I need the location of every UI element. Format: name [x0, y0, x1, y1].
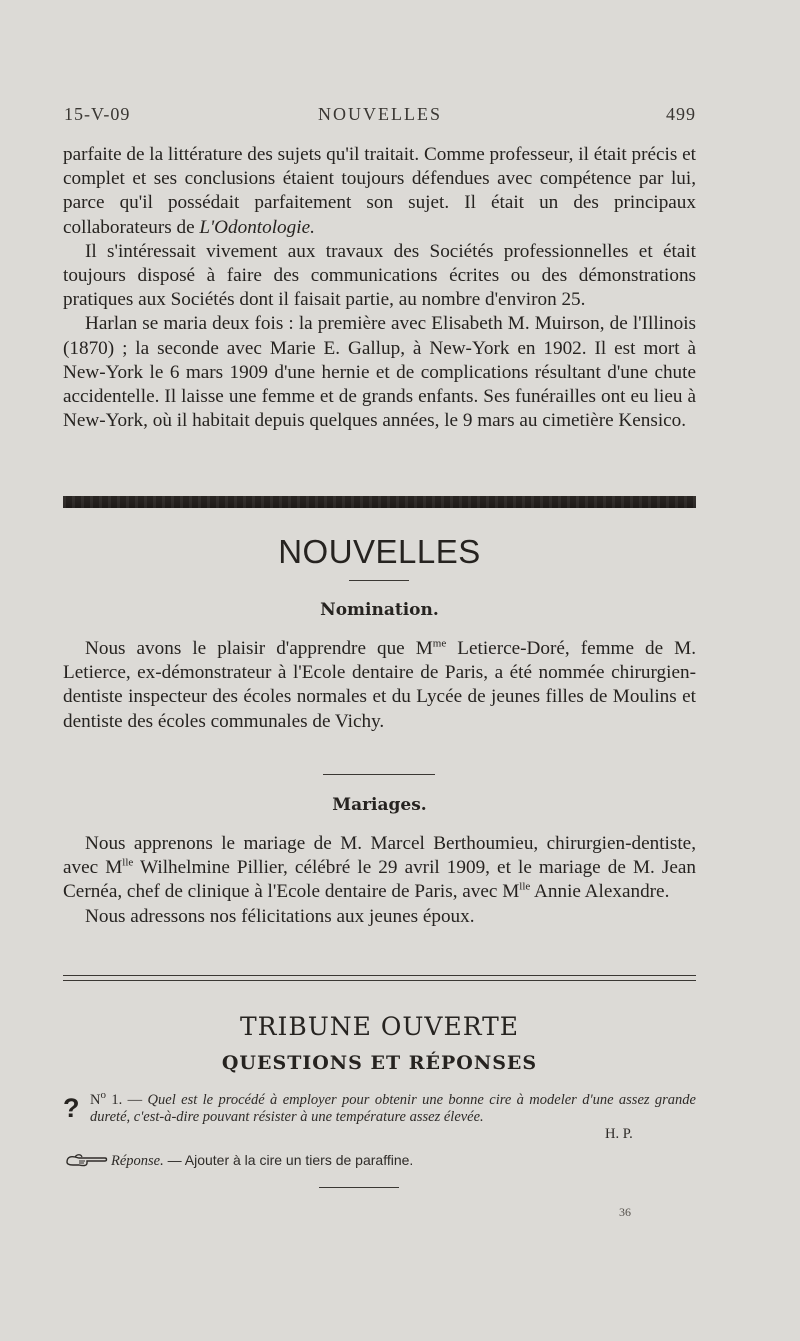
- question-mark-icon: ?: [63, 1093, 80, 1123]
- obituary-paragraph-3: Harlan se maria deux fois : la première avec Elisabeth M. Muirson, de l'Illinois (1870) ; la seconde avec Marie E. Gallup, à New-York en 1902. Il est mort à New-York le 6 mars 1909 d'une hernie et de complications résultant d'une chute accidentelle. Il laisse une femme et de grands enfants. Ses funérailles ont eu lieu à New-York, où il habitait depuis quelques années, le 9 mars au cimetière Kensico.: [63, 313, 696, 432]
- mariages-paragraph-2: Nous adressons nos félicitations aux jeunes époux.: [85, 905, 475, 927]
- answer-label: Réponse.: [111, 1153, 164, 1169]
- pointing-hand-icon: [65, 1152, 109, 1168]
- section-subtitle-questions: QUESTIONS ET RÉPONSES: [221, 1052, 538, 1074]
- page-number: 499: [666, 104, 696, 124]
- obituary-text: [63, 143, 696, 433]
- question-block: [90, 1089, 696, 1126]
- section-title-tribune: TRIBUNE OUVERTE: [239, 1012, 520, 1041]
- mariages-sup-2: lle: [519, 881, 531, 894]
- signature-mark: 36: [619, 1205, 631, 1219]
- obituary-p1-text: parfaite de la littérature des sujets qu'il traitait. Comme professeur, il était précis et complet et ses conclusions étaient toujours défendues avec compétence par lui, parce qu'il possédait parfaitement son sujet. Il était un des principaux collaborateurs de: [63, 144, 696, 238]
- heading-mariages: Mariages.: [332, 795, 427, 815]
- running-head: [64, 104, 696, 130]
- section-divider: [63, 496, 696, 508]
- section-title-nouvelles: NOUVELLES: [278, 533, 481, 570]
- nomination-text-a: Nous avons le plaisir d'apprendre que M: [85, 638, 433, 659]
- double-divider: [63, 975, 696, 981]
- question-number-a: N: [90, 1092, 101, 1108]
- mariages-text: [63, 832, 696, 929]
- nomination-paragraph: [63, 637, 696, 734]
- question-author: H. P.: [605, 1126, 633, 1142]
- question-number-b: 1. —: [105, 1092, 148, 1108]
- mariages-text-a: Nous apprenons le mariage de M. Marcel Berthoumieu, chirurgien-dentiste, avec M: [63, 833, 696, 879]
- subsection-rule: [323, 774, 435, 775]
- running-title: NOUVELLES: [318, 104, 442, 124]
- question-number: [90, 1089, 148, 1108]
- title-underline: [349, 580, 409, 581]
- heading-nomination: Nomination.: [320, 600, 439, 620]
- question-number-sup: o: [100, 1089, 106, 1102]
- mariages-text-b: Wilhelmine Pillier, célébré le 29 avril 1909, et le mariage de M. Jean Cernéa, chef de clinique à l'Ecole dentaire de Paris, avec M: [63, 857, 696, 903]
- mariages-paragraph-1: [63, 832, 696, 905]
- nomination-text-b: Letierce-Doré, femme de M. Letierce, ex-démonstrateur à l'Ecole dentaire de Paris, a été nommée chirurgien-dentiste inspecteur des écoles normales et du Lycée de jeunes filles de Moulins et dentiste des écoles communales de Vichy.: [63, 638, 696, 732]
- closing-rule: [319, 1187, 399, 1188]
- issue-date: 15-V-09: [64, 104, 131, 124]
- mariages-sup-1: lle: [122, 856, 134, 869]
- answer-text: — Ajouter à la cire un tiers de paraffine.: [163, 1152, 414, 1168]
- nomination-text: [63, 637, 696, 734]
- journal-title: L'Odontologie.: [199, 216, 315, 238]
- question-text: Quel est le procédé à employer pour obtenir une bonne cire à modeler d'une assez grande dureté, c'est-à-dire pouvant résister à une température assez élevée.: [90, 1092, 696, 1125]
- obituary-paragraph-2: Il s'intéressait vivement aux travaux des Sociétés professionnelles et était toujours disposé à faire des communications écrites ou des démonstrations pratiques aux Sociétés dont il faisait partie, au nombre d'environ 25.: [63, 240, 696, 311]
- mariages-text-c: Annie Alexandre.: [530, 881, 670, 903]
- obituary-paragraph-1: [63, 143, 696, 240]
- answer-block: [65, 1152, 665, 1170]
- nomination-sup: me: [432, 637, 447, 650]
